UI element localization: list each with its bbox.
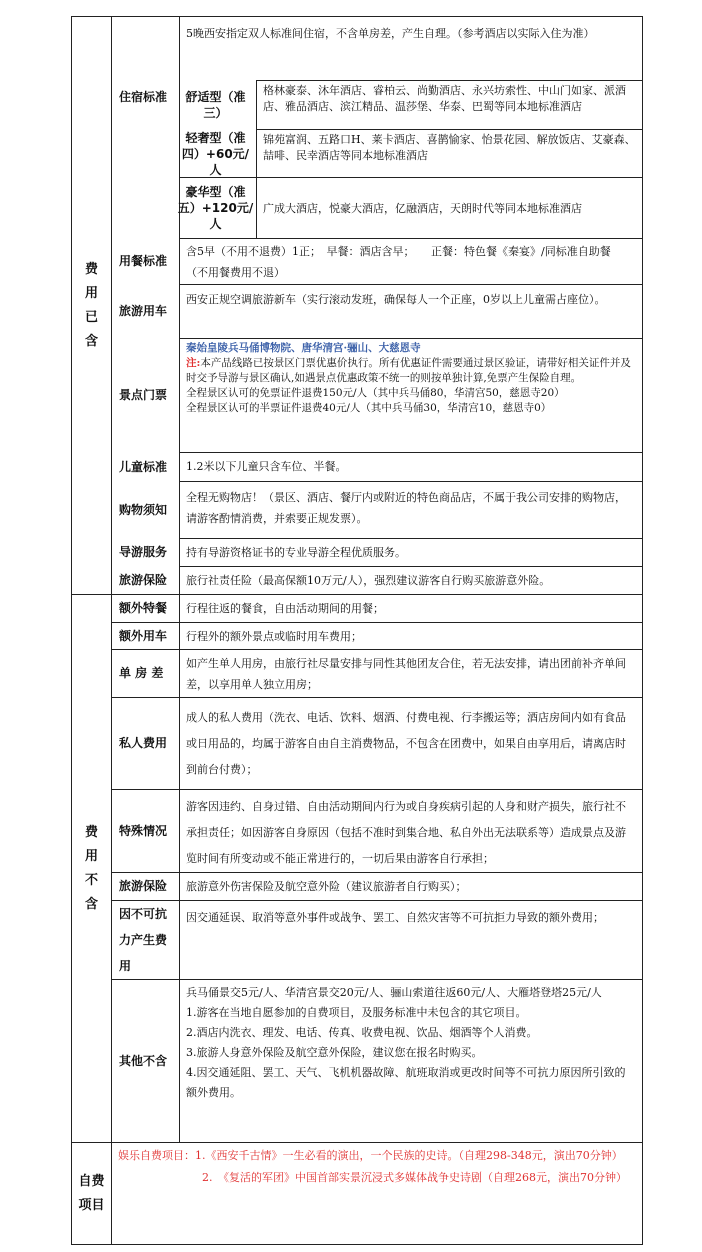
optional-item-1: 娱乐自费项目： 1.《西安千古情》一生必看的演出，一个民族的史诗。（自理298-348元，演出70分钟） [118, 1149, 623, 1162]
divider [179, 452, 642, 453]
force-majeure-label: 因不可抗力产生费用 [119, 907, 168, 973]
extra-vehicle-text: 行程外的额外景点或临时用车费用； [186, 630, 362, 643]
tickets-free-refund: 全程景区认可的免票证件退费150元/人（其中兵马俑80，华清宫50，慈恩寺20） [186, 387, 565, 399]
divider [179, 284, 642, 285]
divider [112, 622, 642, 623]
other-exclusions-item: 2.酒店内洗衣、理发、电话、传真、收费电视、饮品、烟酒等个人消费。 [186, 1026, 538, 1039]
category-excluded: 费用不含 [84, 824, 98, 912]
tickets-note: 注:本产品线路已按景区门票优惠价执行。所有优惠证件需要通过景区验证，请带好相关证件并及时交予导游与景区确认,如遇景点优惠政策不统一的则按单独计算,免票产生保险自理。 [186, 357, 631, 384]
tier-luxury: 豪华型（准五）+120元/人 [177, 185, 254, 231]
tickets-block [180, 339, 640, 416]
divider [179, 481, 642, 482]
insurance-text: 旅行社责任险（最高保额10万元/人），强烈建议游客自行购买旅游意外险。 [186, 574, 551, 587]
optional-item-2: 2. 《复活的军团》中国首部实景沉浸式多媒体战争史诗剧（自理268元，演出70分钟） [202, 1171, 627, 1184]
divider [112, 900, 642, 901]
meals-label: 用餐标准 [119, 254, 168, 268]
lodging-label: 住宿标准 [119, 89, 168, 104]
single-room-label: 单 房 差 [119, 666, 164, 680]
special-cases-text: 游客因违约、自身过错、自由活动期间内行为或自身疾病引起的人身和财产损失，旅行社不承担责任；如因游客自身原因（包括不准时到集合地、私自外出无法联系等）造成景点及游览时间有所变动或不能正常进行的，一切后果由游客自行承担； [186, 800, 626, 865]
other-exclusions-block [180, 981, 640, 1103]
other-exclusions-item: 4.因交通延阻、罢工、天气、飞机机器故障、航班取消或更改时间等不可抗力原因所引致的额外费用。 [186, 1066, 626, 1099]
category-included: 费用已含 [84, 261, 98, 349]
divider [112, 872, 642, 873]
tickets-spots: 秦始皇陵兵马俑博物院、唐华清宫·骊山、大慈恩寺 [186, 342, 421, 354]
extra-meals-label: 额外特餐 [119, 601, 168, 615]
travel-insurance-text: 旅游意外伤害保险及航空意外险（建议旅游者自行购买）； [186, 880, 467, 893]
extra-vehicle-label: 额外用车 [119, 628, 168, 643]
divider [112, 697, 642, 698]
tier-comfort-hotels: 格林豪泰、沐年酒店、睿柏云、尚勤酒店、永兴坊索性、中山门如家、派酒店、雅品酒店、滨江精品、温莎堡、华泰、巴蜀等同本地标准酒店 [263, 84, 626, 113]
travel-insurance-label: 旅游保险 [119, 879, 168, 893]
force-majeure-text: 因交通延误、取消等意外事件或战争、罢工、自然灾害等不可抗拒力导致的额外费用； [186, 911, 604, 924]
tier-luxury-hotels: 广成大酒店，悦豪大酒店，亿融酒店，天朗时代等同本地标准酒店 [263, 202, 582, 215]
tier-comfort: 舒适型（准三） [185, 90, 246, 120]
extra-meals-text: 行程往返的餐食，自由活动期间的用餐； [186, 602, 384, 615]
tier-light-luxury-hotels: 锦苑富润、五路口H、莱卡酒店、喜鹊愉家、怡景花园、解放饭店、艾豪森、喆啡、民幸酒店等同本地标准酒店 [263, 133, 636, 162]
meals-text: 含5早（不用不退费）1正； 早餐：酒店含早； 正餐：特色餐《秦宴》/同标准自助餐 （不用餐费用不退） [186, 245, 622, 279]
children-label: 儿童标准 [119, 459, 168, 474]
divider [72, 1142, 642, 1143]
tickets-label: 景点门票 [119, 388, 168, 402]
divider [112, 649, 642, 650]
vehicle-text: 西安正规空调旅游新车（实行滚动发班，确保每人一个正座，0岁以上儿童需占座位）。 [186, 293, 606, 306]
other-exclusions-label: 其他不含 [119, 1053, 168, 1068]
lodging-intro: 5晚西安指定双人标准间住宿，不含单房差，产生自理。（参考酒店以实际入住为准） [186, 27, 595, 40]
other-exclusions-item: 3.旅游人身意外保险及航空意外保险，建议您在报名时购买。 [186, 1046, 483, 1059]
tier-light-luxury: 轻奢型（准四）+60元/人 [181, 130, 250, 177]
divider [179, 538, 642, 539]
optional-items [118, 1145, 638, 1189]
divider [112, 979, 642, 980]
children-text: 1.2米以下儿童只含车位、半餐。 [186, 460, 347, 473]
personal-expense-label: 私人费用 [119, 736, 168, 750]
personal-expense-text: 成人的私人费用（洗衣、电话、饮料、烟酒、付费电视、行李搬运等；酒店房间内如有食品或日用品的，均属于游客自由自主消费物品，不包含在团费中，如果自由享用后，请离店时到前台付费）； [186, 711, 626, 776]
divider [112, 789, 642, 790]
shopping-text: 全程无购物店！（景区、酒店、餐厅内或附近的特色商品店，不属于我公司安排的购物店，请游客酌情消费，并索要正规发票）。 [186, 491, 626, 525]
single-room-text: 如产生单人用房，由旅行社尽量安排与同性其他团友合住，若无法安排，请出团前补齐单间差，以享用单人独立用房； [186, 657, 626, 691]
guide-text: 持有导游资格证书的专业导游全程优质服务。 [186, 546, 406, 559]
fee-table [71, 16, 643, 1245]
divider [179, 566, 642, 567]
insurance-label: 旅游保险 [119, 573, 168, 587]
tickets-half-refund: 全程景区认可的半票证件退费40元/人（其中兵马俑30，华清宫10，慈恩寺0） [186, 402, 552, 414]
shopping-label: 购物须知 [119, 502, 168, 517]
vehicle-label: 旅游用车 [119, 304, 168, 318]
category-optional: 自费项目 [78, 1173, 105, 1213]
other-exclusions-intro: 兵马俑景交5元/人、华清宫景交20元/人、骊山索道往返60元/人、大雁塔登塔25元/人 [186, 986, 602, 999]
special-cases-label: 特殊情况 [119, 823, 168, 838]
guide-label: 导游服务 [119, 545, 168, 559]
other-exclusions-item: 1.游客在当地自愿参加的自费项目，及服务标准中未包含的其它项目。 [186, 1006, 527, 1019]
